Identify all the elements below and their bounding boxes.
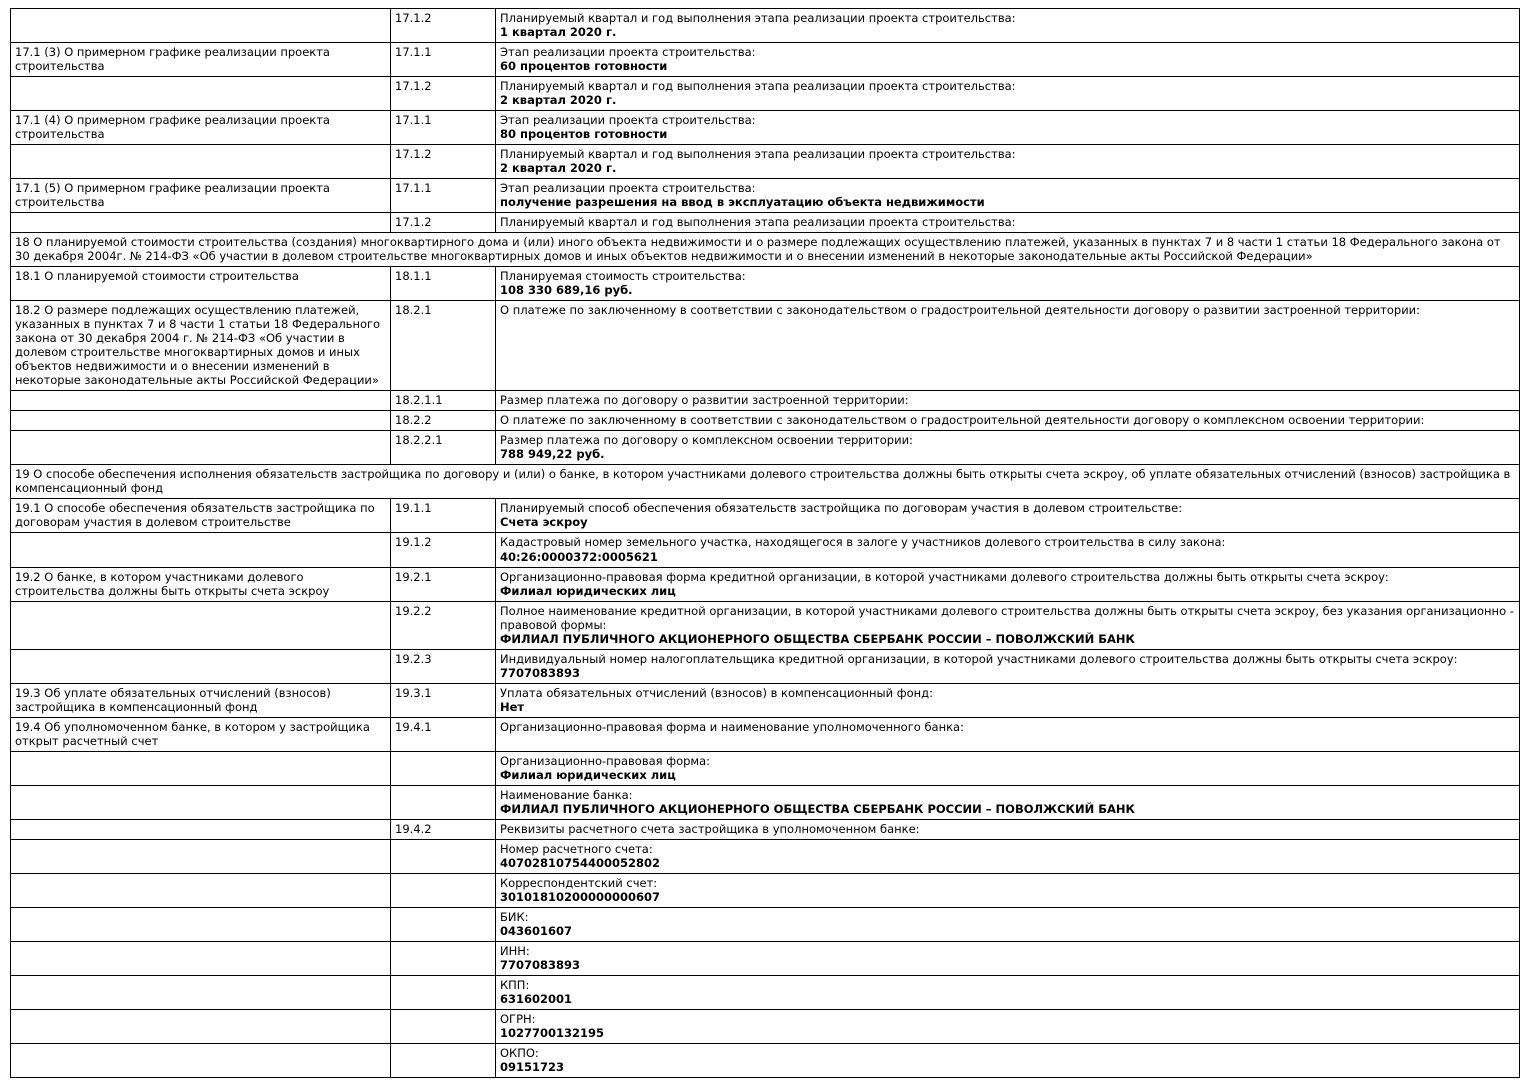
- row-value: [496, 391, 1520, 411]
- row-value-title: О платеже по заключенному в соответствии с законодательством о градостроительной деятельности договору о развитии застроенной территории:: [500, 303, 1421, 318]
- row-label: 19.3 Об уплате обязательных отчислений (взносов) застройщика в компенсационный фонд: [11, 683, 391, 717]
- row-code: 17.1.2: [391, 77, 496, 111]
- row-label: 17.1 (3) О примерном графике реализации проекта строительства: [11, 43, 391, 77]
- row-label: 19.2 О банке, в котором участниками долевого строительства должны быть открыты счета эскроу: [11, 567, 391, 601]
- table-row: [11, 1043, 1520, 1077]
- row-code: 17.1.2: [391, 213, 496, 233]
- row-value: [496, 567, 1520, 601]
- row-value-title: Планируемый квартал и год выполнения этапа реализации проекта строительства:: [500, 79, 1016, 94]
- row-code: [391, 785, 496, 819]
- row-value: [496, 43, 1520, 77]
- table-row: [11, 533, 1520, 567]
- row-value: [496, 1009, 1520, 1043]
- row-value-title: Кадастровый номер земельного участка, находящегося в залоге у участников долевого строительства в силу закона:: [500, 535, 1226, 550]
- row-value-title: О платеже по заключенному в соответствии с законодательством о градостроительной деятельности договору о комплексном освоении территории:: [500, 413, 1425, 428]
- row-value-content: 60 процентов готовности: [500, 59, 668, 74]
- section-row: [11, 233, 1520, 267]
- row-value: [496, 179, 1520, 213]
- table-row: [11, 411, 1520, 431]
- row-value-title: ОГРН:: [500, 1011, 536, 1026]
- table-row: [11, 683, 1520, 717]
- table-row: [11, 873, 1520, 907]
- row-value: [496, 751, 1520, 785]
- row-value-title: Реквизиты расчетного счета застройщика в уполномоченном банке:: [500, 821, 920, 836]
- row-label: [11, 145, 391, 179]
- row-value-title: Размер платежа по договору о комплексном освоении территории:: [500, 433, 913, 448]
- row-value-title: Планируемый способ обеспечения обязательств застройщика по договорам участия в долевом строительстве:: [500, 501, 1183, 516]
- row-code: [391, 941, 496, 975]
- row-value-title: Организационно-правовая форма кредитной организации, в которой участниками долевого строительства должны быть открыты счета эскроу:: [500, 569, 1389, 584]
- row-value-content: 09151723: [500, 1059, 565, 1074]
- table-row: [11, 431, 1520, 465]
- row-value-title: Планируемая стоимость строительства:: [500, 269, 746, 284]
- table-row: [11, 179, 1520, 213]
- row-value: [496, 499, 1520, 533]
- row-label: [11, 411, 391, 431]
- row-value: [496, 717, 1520, 751]
- row-code: 19.3.1: [391, 683, 496, 717]
- table-row: [11, 601, 1520, 649]
- table-row: [11, 77, 1520, 111]
- table-row: [11, 649, 1520, 683]
- row-code: [391, 839, 496, 873]
- row-value-content: Счета эскроу: [500, 515, 588, 530]
- row-label: [11, 533, 391, 567]
- row-value-title: Этап реализации проекта строительства:: [500, 181, 756, 196]
- table-row: [11, 751, 1520, 785]
- row-value: [496, 873, 1520, 907]
- row-code: 18.2.2.1: [391, 431, 496, 465]
- row-label: [11, 819, 391, 839]
- row-value: [496, 819, 1520, 839]
- row-value: [496, 601, 1520, 649]
- row-value-content: 1027700132195: [500, 1025, 605, 1040]
- row-value: [496, 907, 1520, 941]
- row-value: [496, 683, 1520, 717]
- row-value-title: Уплата обязательных отчислений (взносов) в компенсационный фонд:: [500, 685, 933, 700]
- section-heading: 18 О планируемой стоимости строительства (создания) многоквартирного дома и (или) иного объекта недвижимости и о размере подлежащих осуществлению платежей, указанных в пунктах 7 и 8 части 1 статьи 18 Федерального закона от 30 декабря 2004г. № 214-ФЗ «Об участии в долевом строительстве многоквартирных домов и иных объектов недвижимости и о внесении изменений в некоторые законодательные акты Российской Федерации»: [11, 233, 1520, 267]
- table-row: [11, 941, 1520, 975]
- table-row: [11, 499, 1520, 533]
- row-code: 17.1.1: [391, 179, 496, 213]
- row-value-title: Организационно-правовая форма:: [500, 753, 710, 768]
- row-value: [496, 1043, 1520, 1077]
- row-value: [496, 145, 1520, 179]
- row-value-title: Организационно-правовая форма и наименование уполномоченного банка:: [500, 719, 964, 734]
- table-row: [11, 43, 1520, 77]
- row-value-title: КПП:: [500, 977, 530, 992]
- table-row: [11, 213, 1520, 233]
- row-code: 19.1.2: [391, 533, 496, 567]
- row-value: [496, 839, 1520, 873]
- row-value-content: 80 процентов готовности: [500, 127, 668, 142]
- table-row: [11, 145, 1520, 179]
- row-value-content: 40:26:0000372:0005621: [500, 549, 658, 564]
- row-value-content: 30101810200000000607: [500, 889, 661, 904]
- row-code: 19.1.1: [391, 499, 496, 533]
- row-label: [11, 941, 391, 975]
- row-value-title: ОКПО:: [500, 1045, 539, 1060]
- row-value: [496, 9, 1520, 43]
- row-value-content: 7707083893: [500, 665, 581, 680]
- row-value: [496, 975, 1520, 1009]
- row-code: 17.1.2: [391, 9, 496, 43]
- row-value: [496, 213, 1520, 233]
- row-value-content: 2 квартал 2020 г.: [500, 161, 617, 176]
- row-label: [11, 1009, 391, 1043]
- table-row: [11, 907, 1520, 941]
- section-heading: 19 О способе обеспечения исполнения обязательств застройщика по договору и (или) о банке, в котором участниками долевого строительства должны быть открыты счета эскроу, об уплате обязательных отчислений (взносов) застройщика в компенсационный фонд: [11, 465, 1520, 499]
- row-value-title: Полное наименование кредитной организации, в которой участниками долевого строительства должны быть открыты счета эскроу, без указания организационно - правовой формы:: [500, 603, 1514, 632]
- table-row: [11, 785, 1520, 819]
- row-code: [391, 1009, 496, 1043]
- row-value-title: Планируемый квартал и год выполнения этапа реализации проекта строительства:: [500, 11, 1016, 25]
- row-code: 19.4.1: [391, 717, 496, 751]
- row-label: [11, 873, 391, 907]
- row-label: [11, 431, 391, 465]
- row-code: [391, 751, 496, 785]
- row-label: 17.1 (4) О примерном графике реализации проекта строительства: [11, 111, 391, 145]
- table-row: [11, 567, 1520, 601]
- row-code: 19.2.3: [391, 649, 496, 683]
- row-value-content: 7707083893: [500, 957, 581, 972]
- row-label: [11, 213, 391, 233]
- row-code: 18.1.1: [391, 267, 496, 301]
- row-value-title: Индивидуальный номер налогоплательщика кредитной организации, в которой участниками долевого строительства должны быть открыты счета эскроу:: [500, 651, 1458, 666]
- row-value: [496, 431, 1520, 465]
- table-row: [11, 839, 1520, 873]
- row-label: [11, 839, 391, 873]
- row-label: [11, 649, 391, 683]
- row-code: 17.1.2: [391, 145, 496, 179]
- row-label: [11, 391, 391, 411]
- row-value-content: 043601607: [500, 923, 573, 938]
- row-value-content: 2 квартал 2020 г.: [500, 93, 617, 108]
- row-value-content: ФИЛИАЛ ПУБЛИЧНОГО АКЦИОНЕРНОГО ОБЩЕСТВА СБЕРБАНК РОССИИ – ПОВОЛЖСКИЙ БАНК: [500, 801, 1135, 816]
- row-code: 18.2.1: [391, 301, 496, 391]
- row-value-title: Размер платежа по договору о развитии застроенной территории:: [500, 393, 909, 408]
- row-code: 18.2.2: [391, 411, 496, 431]
- row-label: 18.1 О планируемой стоимости строительства: [11, 267, 391, 301]
- row-value-title: Планируемый квартал и год выполнения этапа реализации проекта строительства:: [500, 215, 1016, 230]
- project-declaration-table: [10, 8, 1520, 1078]
- row-code: 17.1.1: [391, 43, 496, 77]
- row-value-content: получение разрешения на ввод в эксплуатацию объекта недвижимости: [500, 195, 985, 210]
- row-code: 19.2.1: [391, 567, 496, 601]
- table-row: [11, 819, 1520, 839]
- row-value-title: Корреспондентский счет:: [500, 875, 658, 890]
- table-row: [11, 9, 1520, 43]
- row-code: 17.1.1: [391, 111, 496, 145]
- row-label: [11, 601, 391, 649]
- row-code: [391, 907, 496, 941]
- row-code: [391, 873, 496, 907]
- row-label: [11, 785, 391, 819]
- row-value-content: 40702810754400052802: [500, 855, 661, 870]
- row-label: 18.2 О размере подлежащих осуществлению платежей, указанных в пунктах 7 и 8 части 1 статьи 18 Федерального закона от 30 декабря 2004 г. № 214-ФЗ «Об участии в долевом строительстве многоквартирных домов и иных объектов недвижимости и о внесении изменений в некоторые законодательные акты Российской Федерации»: [11, 301, 391, 391]
- row-value: [496, 77, 1520, 111]
- table-row: [11, 111, 1520, 145]
- row-value-content: 108 330 689,16 руб.: [500, 283, 633, 298]
- row-value-title: Планируемый квартал и год выполнения этапа реализации проекта строительства:: [500, 147, 1016, 162]
- row-label: [11, 9, 391, 43]
- table-row: [11, 267, 1520, 301]
- section-row: [11, 465, 1520, 499]
- row-value: [496, 533, 1520, 567]
- row-value-title: Номер расчетного счета:: [500, 841, 653, 856]
- table-row: [11, 1009, 1520, 1043]
- row-value: [496, 649, 1520, 683]
- row-label: [11, 975, 391, 1009]
- row-value-content: Филиал юридических лиц: [500, 767, 676, 782]
- row-value-content: 1 квартал 2020 г.: [500, 25, 617, 40]
- table-row: [11, 301, 1520, 391]
- row-value-title: Наименование банка:: [500, 787, 633, 802]
- row-label: [11, 907, 391, 941]
- row-value-title: Этап реализации проекта строительства:: [500, 113, 756, 128]
- row-code: 19.4.2: [391, 819, 496, 839]
- row-value: [496, 785, 1520, 819]
- row-value-title: Этап реализации проекта строительства:: [500, 45, 756, 60]
- row-value: [496, 941, 1520, 975]
- row-value-content: ФИЛИАЛ ПУБЛИЧНОГО АКЦИОНЕРНОГО ОБЩЕСТВА СБЕРБАНК РОССИИ – ПОВОЛЖСКИЙ БАНК: [500, 631, 1135, 646]
- row-label: [11, 1043, 391, 1077]
- row-value-content: Филиал юридических лиц: [500, 583, 676, 598]
- row-label: 17.1 (5) О примерном графике реализации проекта строительства: [11, 179, 391, 213]
- table-row: [11, 975, 1520, 1009]
- table-row: [11, 391, 1520, 411]
- row-label: [11, 751, 391, 785]
- row-value-content: 788 949,22 руб.: [500, 447, 605, 462]
- row-value-content: Нет: [500, 699, 525, 714]
- row-value-title: БИК:: [500, 909, 529, 924]
- row-value: [496, 111, 1520, 145]
- row-value-content: 631602001: [500, 991, 573, 1006]
- row-value: [496, 411, 1520, 431]
- row-value: [496, 301, 1520, 391]
- row-value: [496, 267, 1520, 301]
- table-row: [11, 717, 1520, 751]
- row-label: 19.1 О способе обеспечения обязательств застройщика по договорам участия в долевом строительстве: [11, 499, 391, 533]
- row-label: [11, 77, 391, 111]
- row-code: [391, 975, 496, 1009]
- row-value-title: ИНН:: [500, 943, 530, 958]
- row-code: [391, 1043, 496, 1077]
- row-label: 19.4 Об уполномоченном банке, в котором у застройщика открыт расчетный счет: [11, 717, 391, 751]
- row-code: 19.2.2: [391, 601, 496, 649]
- row-code: 18.2.1.1: [391, 391, 496, 411]
- table-body: [11, 9, 1520, 1078]
